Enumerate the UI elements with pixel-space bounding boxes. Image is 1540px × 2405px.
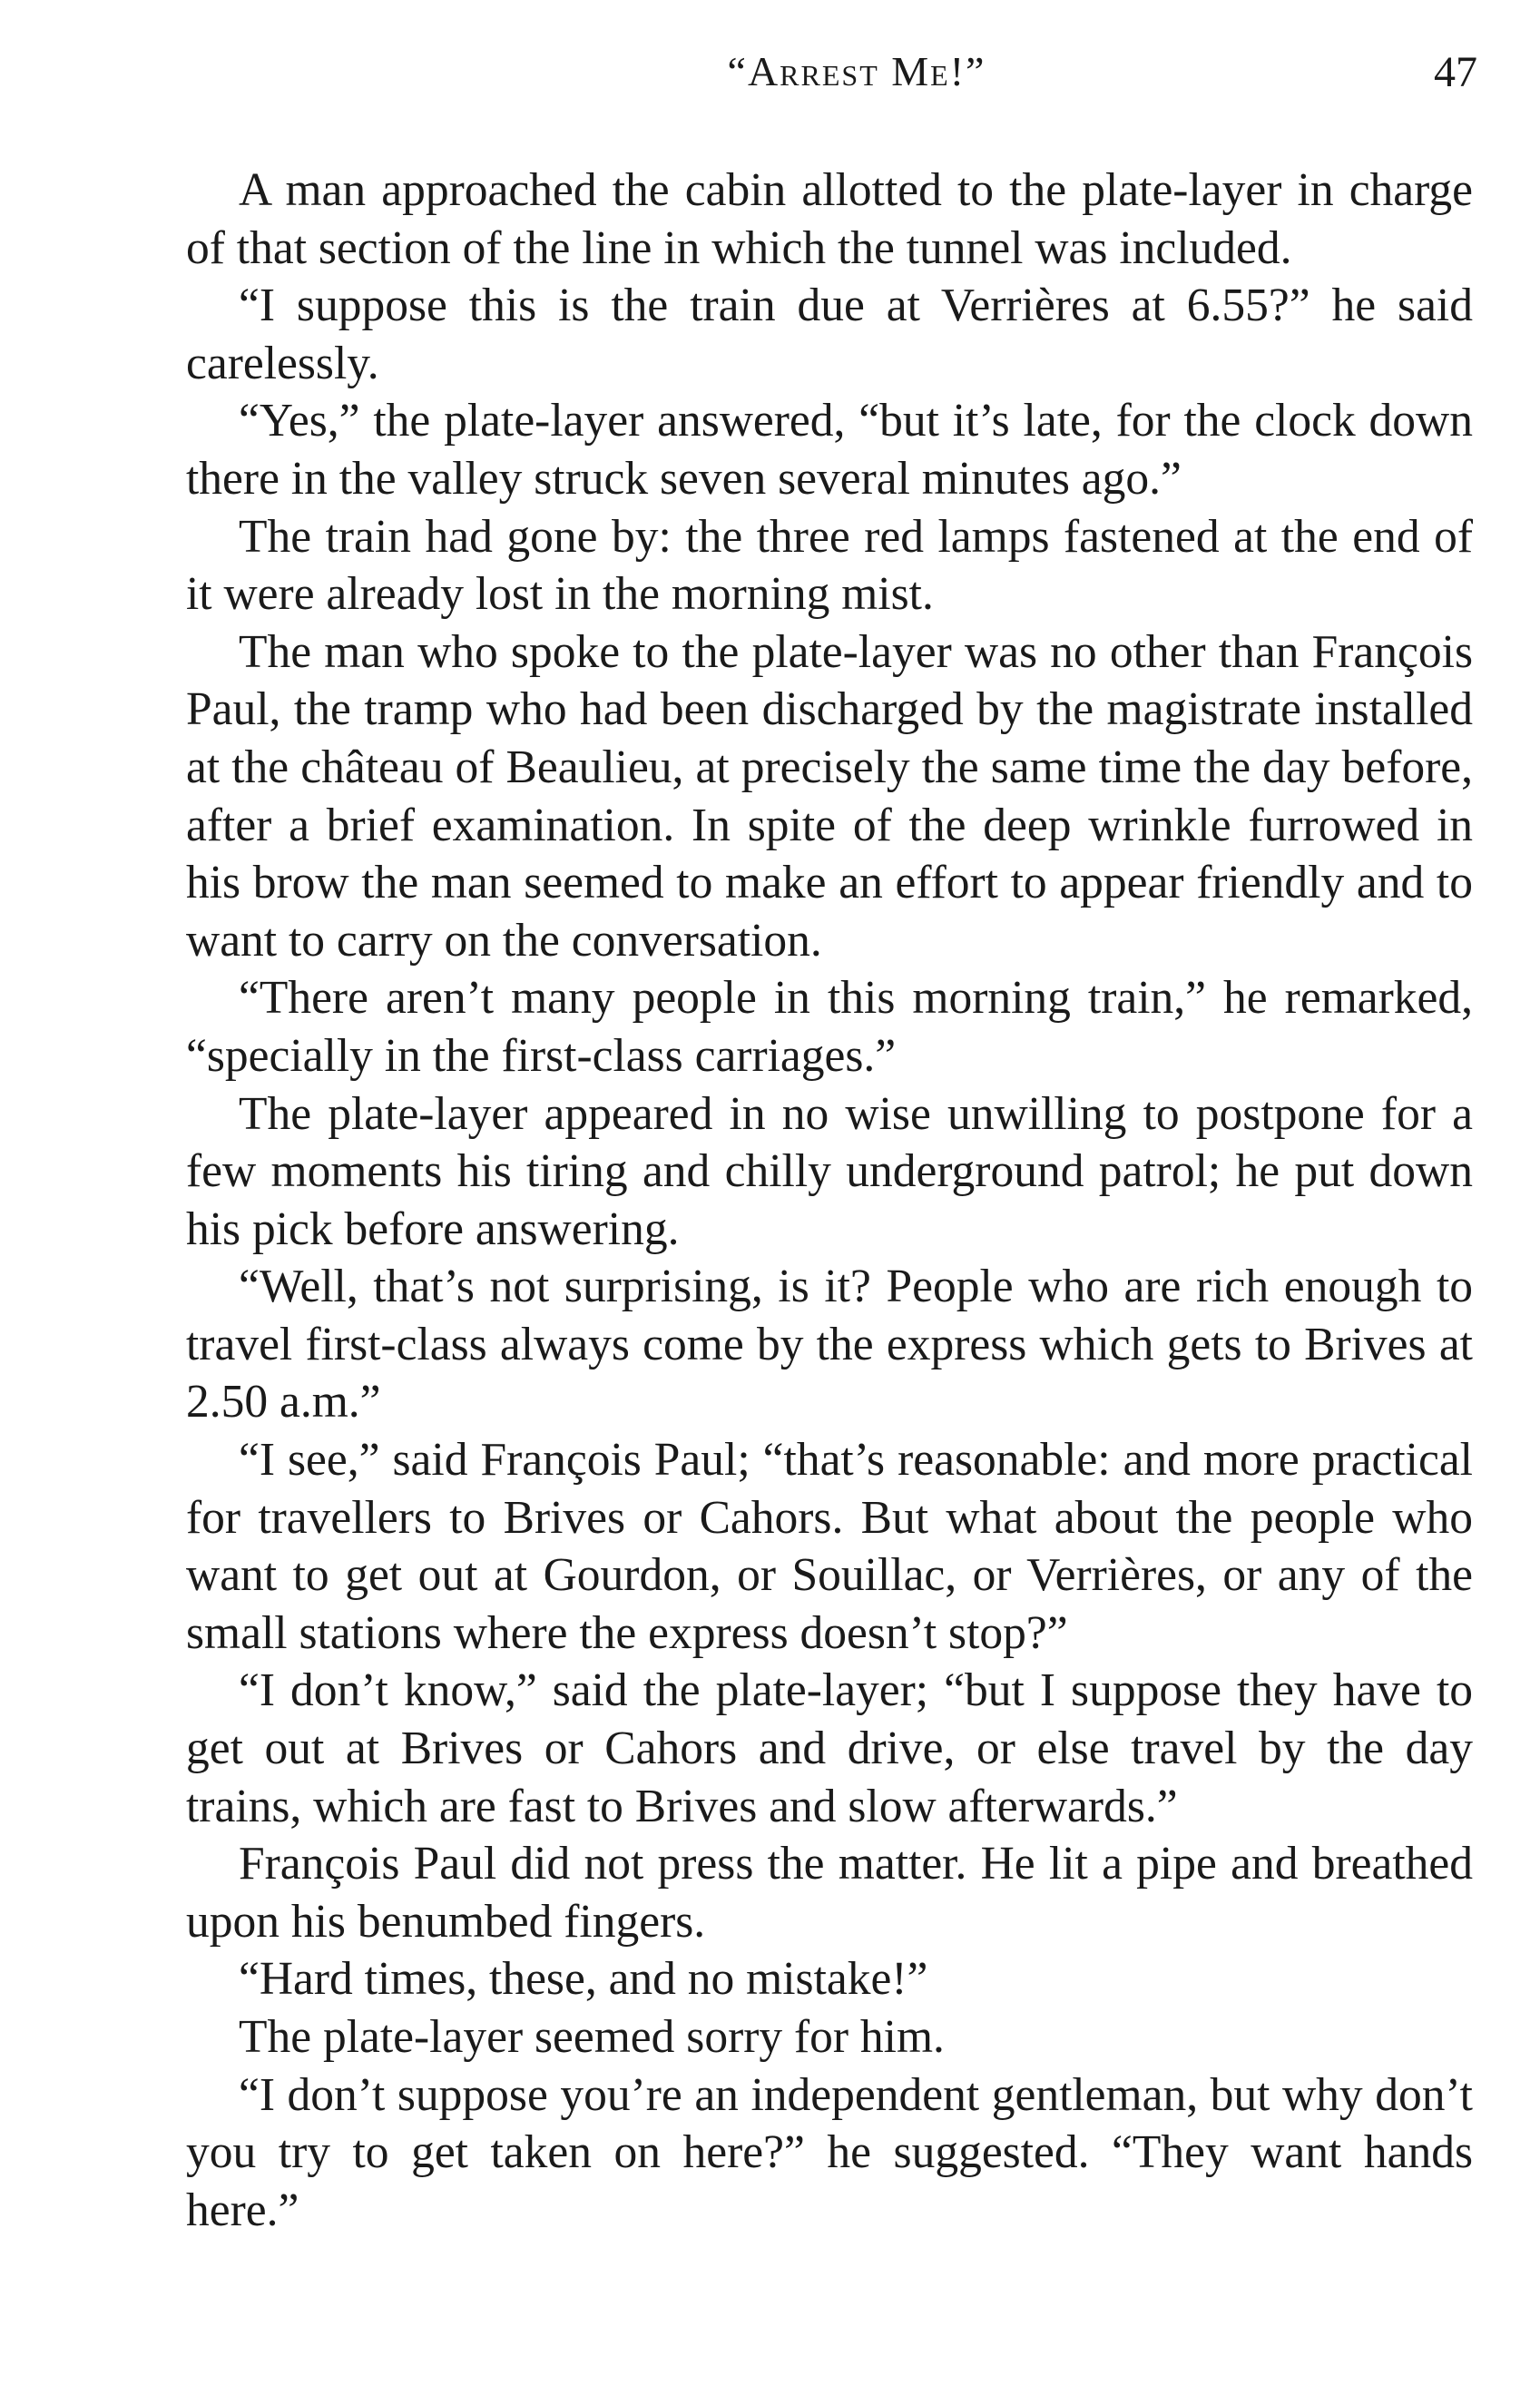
paragraph: François Paul did not press the matter. He lit a pipe and breathed upon his benumbed fingers.: [186, 1838, 1473, 1948]
paragraph: “I suppose this is the train due at Verrières at 6.55?” he said carelessly.: [186, 280, 1473, 389]
page-number: 47: [1434, 48, 1477, 96]
paragraph: “I see,” said François Paul; “that’s reasonable: and more practical for travellers to Brives or Cahors. But what about the people who want to get out at Gourdon, or Souillac, or Verrières, or any of the small stations where the express doesn’t stop?”: [186, 1434, 1473, 1659]
paragraph: A man approached the cabin allotted to the plate-layer in charge of that section of the line in which the tunnel was included.: [186, 164, 1473, 274]
paragraph: “There aren’t many people in this morning train,” he remarked, “specially in the first-class carriages.”: [186, 972, 1473, 1082]
paragraph: “Well, that’s not surprising, is it? People who are rich enough to travel first-class always come by the express which gets to Brives at 2.50 a.m.”: [186, 1261, 1473, 1428]
paragraph: The plate-layer appeared in no wise unwilling to postpone for a few moments his tiring and chilly underground patrol; he put down his pick before answering.: [186, 1087, 1473, 1255]
paragraph: “I don’t know,” said the plate-layer; “but I suppose they have to get out at Brives or Cahors and drive, or else travel by the day trains, which are fast to Brives and slow afterwards.”: [186, 1664, 1473, 1832]
paragraph: “Hard times, these, and no mistake!”: [239, 1953, 928, 2006]
paragraph: The train had gone by: the three red lamps fastened at the end of it were already lost in the morning mist.: [186, 510, 1473, 621]
running-title: “Arrest Me!”: [727, 48, 986, 94]
paragraph: The man who spoke to the plate-layer was no other than François Paul, the tramp who had been discharged by the magistrate installed at the château of Beaulieu, at precisely the same time the day before, after a brief examination. In spite of the deep wrinkle furrowed in his brow the man seemed to make an effort to appear friendly and to want to carry on the conversation.: [186, 625, 1473, 967]
paragraph: The plate-layer seemed sorry for him.: [239, 2011, 945, 2063]
paragraph: “I don’t suppose you’re an independent gentleman, but why don’t you try to get taken on here?” he suggested. “They want hands here.”: [186, 2068, 1473, 2236]
body-text: [186, 162, 1473, 2239]
paragraph: “Yes,” the plate-layer answered, “but it’s late, for the clock down there in the valley struck seven several minutes ago.”: [186, 395, 1473, 505]
running-head: [236, 47, 1477, 111]
